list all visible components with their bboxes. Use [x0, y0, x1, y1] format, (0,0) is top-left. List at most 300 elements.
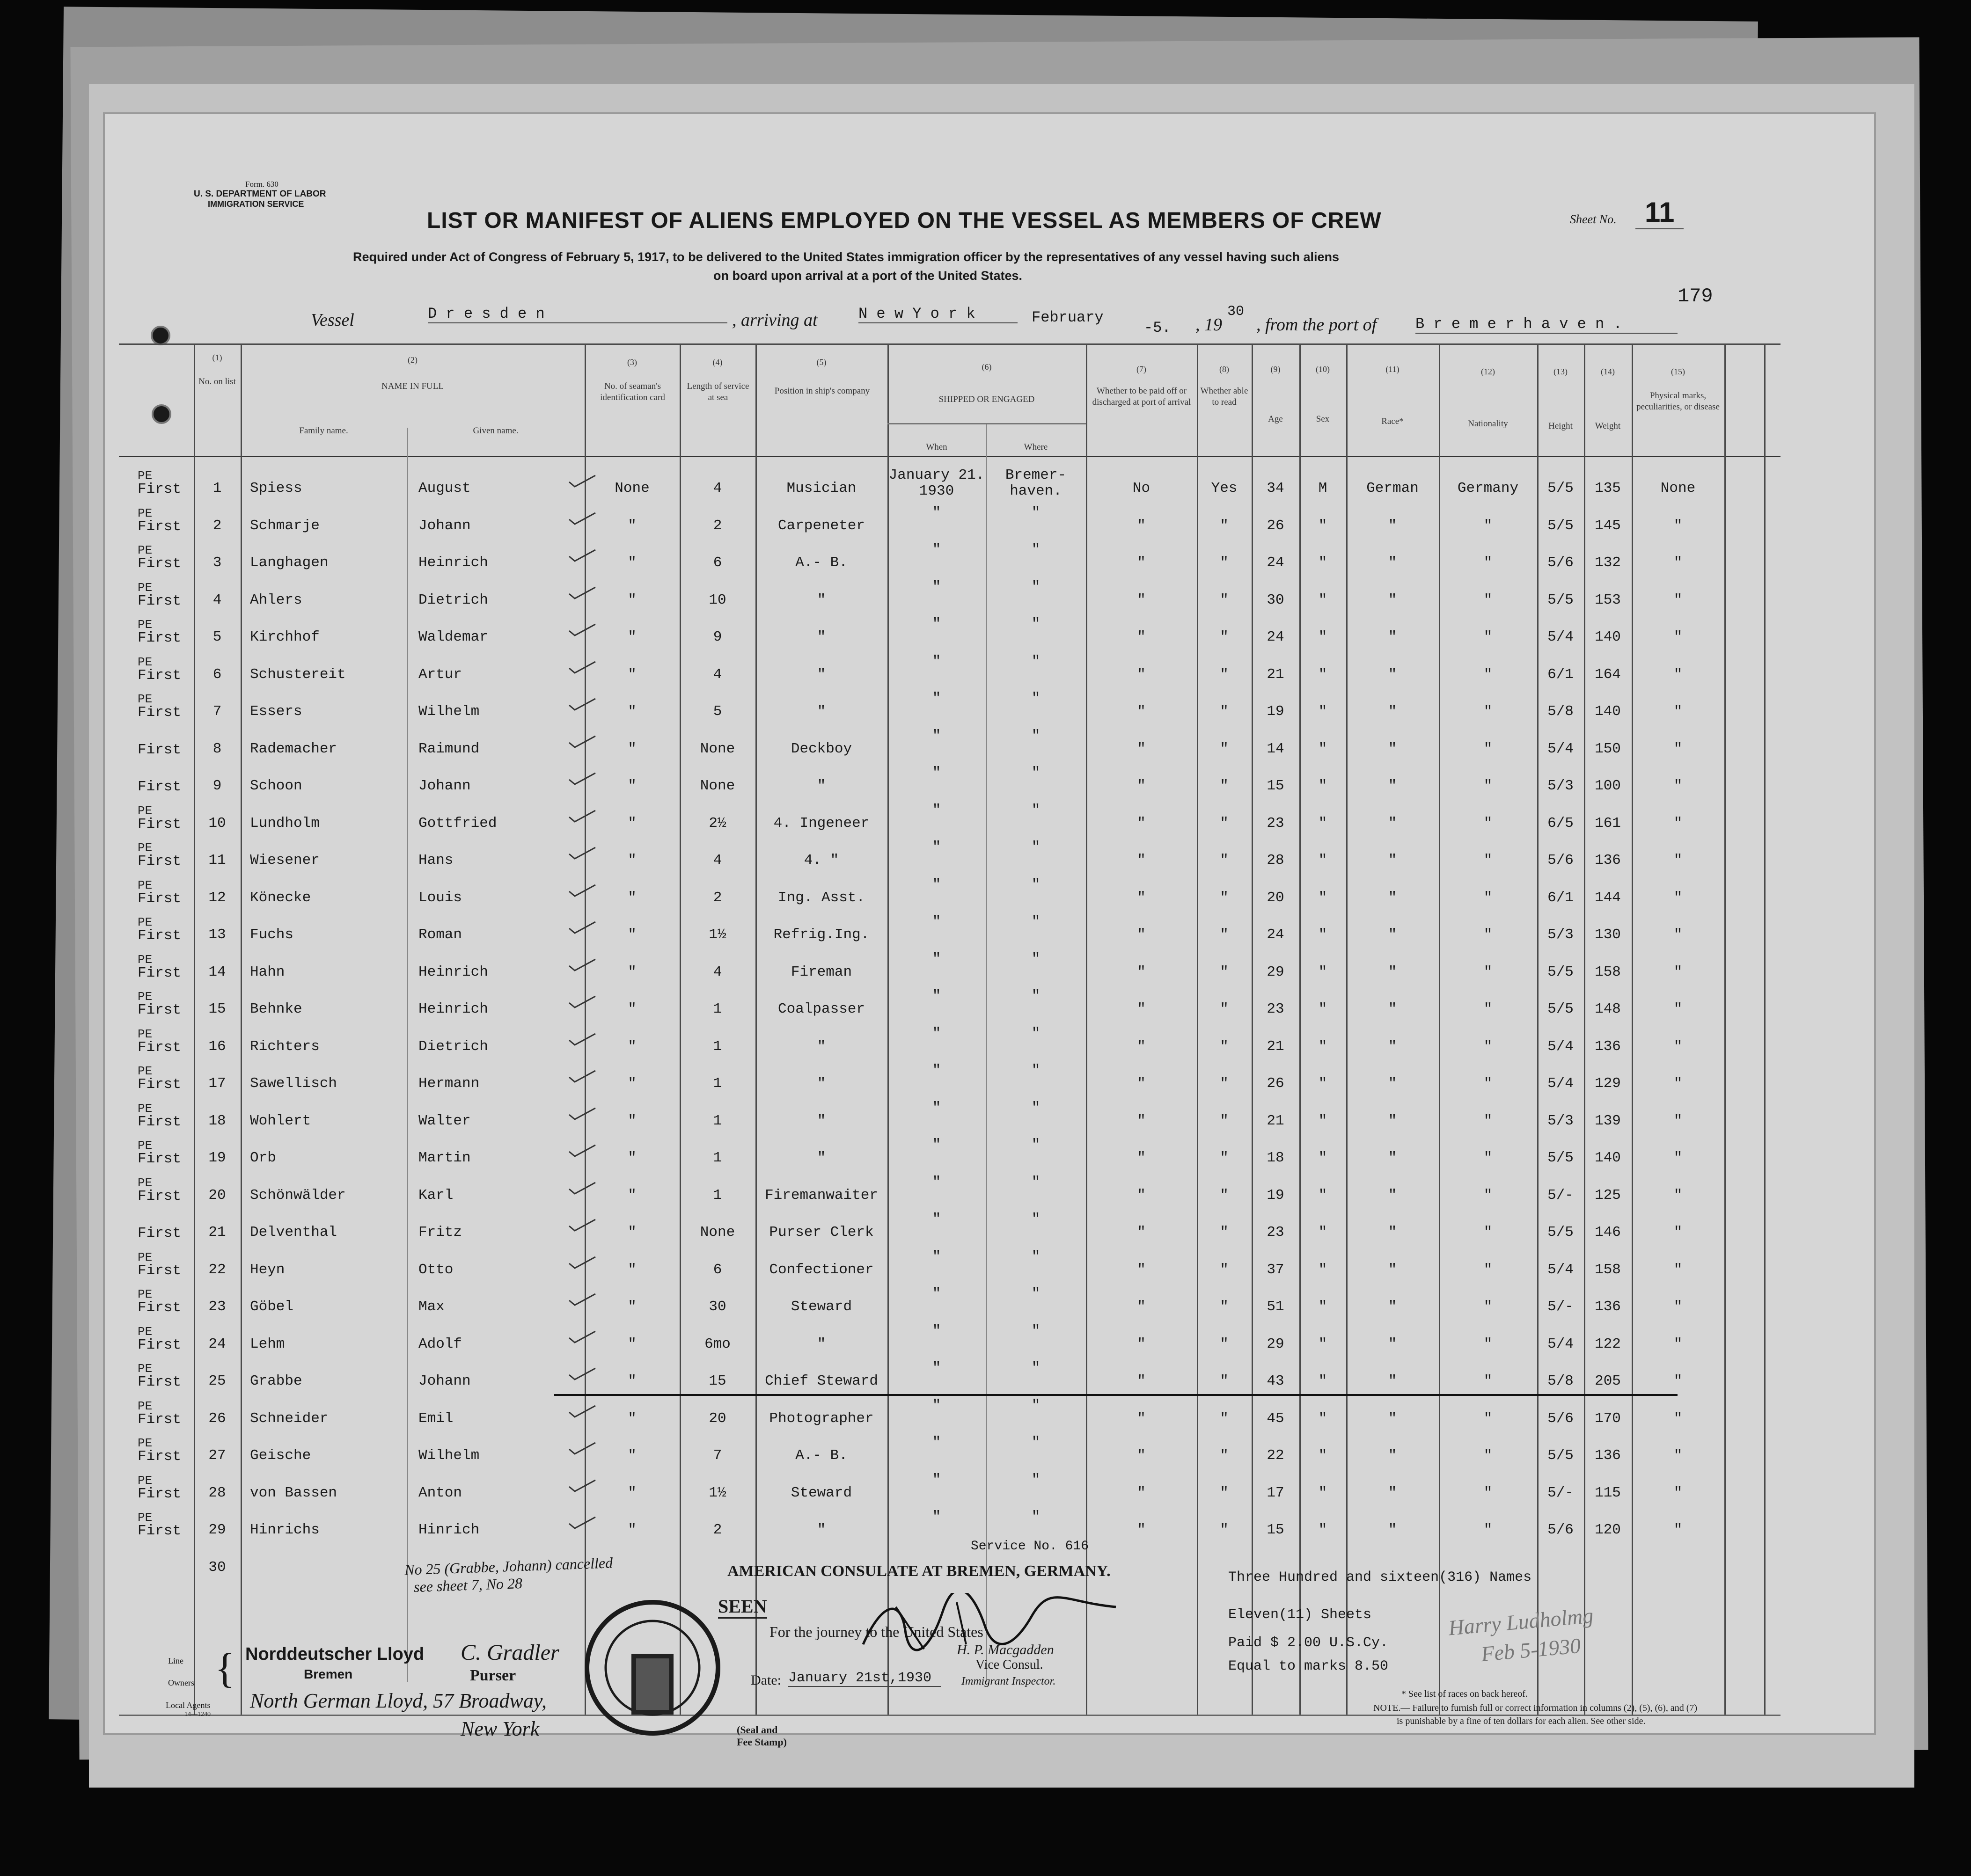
race: "	[1388, 1299, 1397, 1315]
sex: "	[1318, 1150, 1327, 1166]
row-number: 26	[208, 1410, 226, 1427]
shipped-when: "	[932, 541, 941, 558]
check-mark-icon	[568, 846, 596, 860]
class-label: First	[138, 518, 182, 535]
shipped-when: "	[932, 1285, 941, 1302]
consulate-date: January 21st,1930	[788, 1670, 941, 1687]
id-card: "	[628, 591, 637, 608]
given-name: Hinrich	[418, 1522, 480, 1538]
position: Coalpasser	[777, 1001, 865, 1017]
height: 5/-	[1547, 1299, 1574, 1315]
length-of-service: 4	[713, 964, 722, 980]
nationality: "	[1483, 703, 1493, 720]
col-head-card: No. of seaman's identification card	[600, 381, 665, 402]
length-of-service: 4	[713, 480, 722, 496]
physical-marks: "	[1673, 1038, 1683, 1055]
nationality: "	[1483, 1261, 1493, 1278]
agents-handwritten-1: North German Lloyd, 57 Broadway,	[250, 1689, 547, 1712]
physical-marks: "	[1673, 1001, 1683, 1017]
paid-off: "	[1137, 1224, 1146, 1241]
position: Refrig.Ing.	[773, 927, 870, 943]
shipped-where: "	[1031, 1211, 1040, 1227]
weight: 129	[1595, 1075, 1621, 1092]
family-name: Lundholm	[250, 815, 320, 832]
height: 6/1	[1547, 666, 1574, 683]
able-to-read: "	[1220, 1038, 1229, 1055]
height: 5/4	[1547, 740, 1574, 757]
id-card: "	[628, 1150, 637, 1166]
row-number: 7	[212, 703, 222, 720]
given-name: Heinrich	[418, 964, 488, 980]
length-of-service: 6mo	[704, 1336, 731, 1352]
id-card: "	[628, 964, 637, 980]
family-name: Delventhal	[250, 1224, 337, 1241]
family-name: Schmarje	[250, 517, 320, 534]
given-name: Waldemar	[418, 629, 488, 645]
able-to-read: "	[1220, 1075, 1229, 1092]
sex: "	[1318, 1410, 1327, 1427]
row-number: 21	[208, 1224, 226, 1241]
length-of-service: 5	[713, 703, 722, 720]
class-label: First	[138, 1262, 182, 1279]
physical-marks: "	[1673, 517, 1683, 534]
col-num-3: (3)	[627, 358, 637, 367]
sex: "	[1318, 1522, 1327, 1538]
position: Fireman	[791, 964, 852, 980]
able-to-read: "	[1220, 964, 1229, 980]
check-mark-icon	[568, 883, 596, 897]
weight: 161	[1595, 815, 1621, 832]
nationality: "	[1483, 964, 1493, 980]
row-number: 16	[208, 1038, 226, 1055]
col-head-race: Race*	[1381, 416, 1404, 426]
row-number: 12	[208, 889, 226, 906]
paid-off: "	[1137, 927, 1146, 943]
row-number: 19	[208, 1150, 226, 1166]
paid-off: "	[1137, 591, 1146, 608]
pe-mark: PE	[138, 841, 153, 855]
table-row	[105, 802, 1874, 842]
purser-label: Purser	[470, 1667, 516, 1684]
id-card: "	[628, 1112, 637, 1129]
consulate-name: AMERICAN CONSULATE AT BREMEN, GERMANY.	[727, 1562, 1111, 1580]
race: "	[1388, 1373, 1397, 1389]
check-mark-icon	[568, 734, 596, 748]
age: 23	[1267, 1224, 1284, 1241]
shipped-when: "	[932, 1434, 941, 1451]
family-name: Essers	[250, 703, 302, 720]
shipped-where: "	[1031, 541, 1040, 558]
check-mark-icon	[568, 1441, 596, 1455]
class-label: First	[138, 1336, 182, 1353]
check-mark-icon	[568, 697, 596, 711]
family-name: Kirchhof	[250, 629, 320, 645]
shipped-where: "	[1031, 504, 1040, 521]
physical-marks: "	[1673, 1150, 1683, 1166]
shipped-when: "	[932, 802, 941, 818]
col-num-4: (4)	[712, 358, 723, 367]
able-to-read: "	[1220, 927, 1229, 943]
sex: "	[1318, 591, 1327, 608]
id-card: "	[628, 1484, 637, 1501]
position: "	[817, 778, 826, 794]
paid-off: "	[1137, 889, 1146, 906]
punch-hole	[151, 326, 170, 345]
check-mark-icon	[568, 994, 596, 1008]
id-card: None	[615, 480, 650, 496]
weight: 130	[1595, 927, 1621, 943]
physical-marks: "	[1673, 1522, 1683, 1538]
table-row	[105, 690, 1874, 730]
position: Confectioner	[769, 1261, 874, 1278]
table-row	[105, 1471, 1874, 1512]
family-name: von Bassen	[250, 1484, 337, 1501]
shipped-where: "	[1031, 1099, 1040, 1116]
paid-off: "	[1137, 964, 1146, 980]
nationality: "	[1483, 1484, 1493, 1501]
row-number: 30	[208, 1559, 226, 1576]
shipped-where: "	[1031, 1174, 1040, 1190]
able-to-read: "	[1220, 1447, 1229, 1464]
table-row	[105, 1211, 1874, 1251]
race: "	[1388, 1522, 1397, 1538]
row-number: 2	[212, 517, 222, 534]
shipped-when: "	[932, 988, 941, 1004]
sex: "	[1318, 1447, 1327, 1464]
class-label: First	[138, 890, 182, 907]
height: 5/5	[1547, 591, 1574, 608]
journey-note: For the journey to the United States	[769, 1623, 983, 1640]
shipped-where: "	[1031, 913, 1040, 930]
age: 19	[1267, 703, 1284, 720]
check-mark-icon	[568, 548, 596, 562]
family-name: Fuchs	[250, 927, 294, 943]
weight: 135	[1595, 480, 1621, 496]
paid-off: "	[1137, 778, 1146, 794]
shipped-when: "	[932, 913, 941, 930]
race: "	[1388, 740, 1397, 757]
length-of-service: 4	[713, 852, 722, 869]
position: 4. "	[804, 852, 839, 869]
age: 23	[1267, 1001, 1284, 1017]
check-mark-icon	[568, 1292, 596, 1306]
family-name: Rademacher	[250, 740, 337, 757]
vice-consul-signature	[854, 1593, 1125, 1658]
id-card: "	[628, 1447, 637, 1464]
sex: "	[1318, 1187, 1327, 1204]
department: U. S. DEPARTMENT OF LABOR	[194, 189, 326, 199]
weight: 150	[1595, 740, 1621, 757]
table-row	[105, 1025, 1874, 1066]
length-of-service: 6	[713, 1261, 722, 1278]
race: "	[1388, 1410, 1397, 1427]
given-name: Gottfried	[418, 815, 497, 832]
paid-off: "	[1137, 740, 1146, 757]
check-mark-icon	[568, 511, 596, 525]
check-mark-icon	[568, 1404, 596, 1418]
table-row	[105, 1434, 1874, 1475]
paid-off: No	[1132, 480, 1150, 496]
height: 6/5	[1547, 815, 1574, 832]
shipped-when: "	[932, 1322, 941, 1339]
check-mark-icon	[568, 1069, 596, 1083]
pe-mark: PE	[138, 1175, 153, 1190]
class-label: First	[138, 1151, 182, 1167]
row-number: 3	[212, 555, 222, 571]
col-num-6: (6)	[982, 362, 992, 372]
check-mark-icon	[568, 809, 596, 823]
table-row	[105, 1062, 1874, 1102]
family-name: Göbel	[250, 1299, 294, 1315]
col-head-age: Age	[1268, 414, 1283, 424]
family-name: Behnke	[250, 1001, 302, 1017]
race: "	[1388, 1038, 1397, 1055]
length-of-service: 2	[713, 517, 722, 534]
position: Steward	[791, 1299, 852, 1315]
row-number: 11	[208, 852, 226, 869]
row-number: 25	[208, 1373, 226, 1389]
class-label: First	[138, 1485, 182, 1502]
shipped-when: "	[932, 616, 941, 632]
id-card: "	[628, 1299, 637, 1315]
row-number: 29	[208, 1522, 226, 1538]
cancel-strike-line	[554, 1394, 1678, 1396]
shipped-where: "	[1031, 802, 1040, 818]
nationality: "	[1483, 1038, 1493, 1055]
check-mark-icon	[568, 1255, 596, 1269]
family-name: Orb	[250, 1150, 276, 1166]
from-label: , from the port of	[1256, 315, 1377, 335]
weight: 132	[1595, 555, 1621, 571]
col-head-paid-off: Whether to be paid off or discharged at port of arrival	[1092, 386, 1191, 407]
position: "	[817, 1522, 826, 1538]
pe-mark: PE	[138, 1473, 153, 1488]
manifest-sheet	[103, 112, 1876, 1748]
row-number: 18	[208, 1112, 226, 1129]
names-total: Three Hundred and sixteen(316) Names	[1228, 1569, 1532, 1585]
shipped-where: "	[1031, 988, 1040, 1004]
physical-marks: "	[1673, 778, 1683, 794]
age: 43	[1267, 1373, 1284, 1389]
paid-off: "	[1137, 1001, 1146, 1017]
check-mark-icon	[568, 585, 596, 599]
family-name: Wiesener	[250, 852, 320, 869]
id-card: "	[628, 852, 637, 869]
sex: "	[1318, 703, 1327, 720]
family-name: Schönwälder	[250, 1187, 346, 1204]
row-number: 13	[208, 927, 226, 943]
sheets-total: Eleven(11) Sheets	[1228, 1607, 1372, 1623]
row-number: 10	[208, 815, 226, 832]
given-name: Dietrich	[418, 1038, 488, 1055]
race: "	[1388, 666, 1397, 683]
check-mark-icon	[568, 920, 596, 934]
length-of-service: 30	[709, 1299, 726, 1315]
row-number: 9	[212, 778, 222, 794]
position: A.- B.	[795, 555, 848, 571]
weight: 145	[1595, 517, 1621, 534]
position: "	[817, 1075, 826, 1092]
form-number: Form. 630	[245, 180, 278, 189]
position: "	[817, 1150, 826, 1166]
height: 5/4	[1547, 1336, 1574, 1352]
pe-mark: PE	[138, 1324, 153, 1339]
age: 34	[1267, 480, 1284, 496]
table-row	[105, 1099, 1874, 1140]
age: 24	[1267, 629, 1284, 645]
shipped-where: "	[1031, 1248, 1040, 1265]
class-label: First	[138, 667, 182, 684]
shipped-when: "	[932, 1025, 941, 1042]
height: 5/-	[1547, 1187, 1574, 1204]
shipped-where: Bremer-	[1005, 467, 1067, 483]
nationality: "	[1483, 852, 1493, 869]
col-head-given: Given name.	[473, 426, 519, 436]
sex: "	[1318, 815, 1327, 832]
class-label: First	[138, 1039, 182, 1056]
length-of-service: 20	[709, 1410, 726, 1427]
nationality: "	[1483, 1336, 1493, 1352]
family-name: Schoon	[250, 778, 302, 794]
pe-mark: PE	[138, 1436, 153, 1450]
race: "	[1388, 889, 1397, 906]
check-mark-icon	[568, 957, 596, 971]
class-label: First	[138, 1374, 182, 1390]
check-mark-icon	[568, 1218, 596, 1232]
sex: "	[1318, 666, 1327, 683]
row-number: 14	[208, 964, 226, 980]
sex: "	[1318, 1001, 1327, 1017]
vessel-label: Vessel	[311, 310, 354, 330]
nationality: "	[1483, 815, 1493, 832]
pe-mark: PE	[138, 952, 153, 967]
age: 28	[1267, 852, 1284, 869]
race: "	[1388, 1075, 1397, 1092]
id-card: "	[628, 1336, 637, 1352]
consulate-seal	[582, 1598, 723, 1738]
age: 26	[1267, 517, 1284, 534]
sex: "	[1318, 964, 1327, 980]
race: "	[1388, 629, 1397, 645]
height: 5/6	[1547, 1522, 1574, 1538]
length-of-service: 6	[713, 555, 722, 571]
physical-marks: "	[1673, 740, 1683, 757]
physical-marks: "	[1673, 1075, 1683, 1092]
family-name: Lehm	[250, 1336, 285, 1352]
weight: 122	[1595, 1336, 1621, 1352]
age: 51	[1267, 1299, 1284, 1315]
cancel-note-1: No 25 (Grabbe, Johann) cancelled	[404, 1554, 613, 1578]
race: "	[1388, 1336, 1397, 1352]
height: 5/6	[1547, 852, 1574, 869]
height: 5/8	[1547, 703, 1574, 720]
position: "	[817, 703, 826, 720]
shipped-where: "	[1031, 727, 1040, 744]
id-card: "	[628, 778, 637, 794]
shipped-when: "	[932, 727, 941, 744]
nationality: "	[1483, 889, 1493, 906]
family-name: Wohlert	[250, 1112, 311, 1129]
paid-off: "	[1137, 555, 1146, 571]
given-name: Heinrich	[418, 555, 488, 571]
position: Carpeneter	[777, 517, 865, 534]
nationality: "	[1483, 1299, 1493, 1315]
weight: 205	[1595, 1373, 1621, 1389]
race: German	[1366, 480, 1419, 496]
physical-marks: "	[1673, 1112, 1683, 1129]
punch-hole	[152, 404, 171, 424]
table-row	[105, 876, 1874, 917]
table-row	[105, 1397, 1874, 1438]
age: 45	[1267, 1410, 1284, 1427]
paid-off: "	[1137, 1484, 1146, 1501]
length-of-service: 2	[713, 889, 722, 906]
row-number: 1	[212, 480, 222, 496]
arrival-month: February	[1032, 309, 1104, 326]
able-to-read: "	[1220, 1336, 1229, 1352]
sex: "	[1318, 1484, 1327, 1501]
subtitle-line-1: Required under Act of Congress of February 5, 1917, to be delivered to the United States immigration officer by the representatives of any vessel having such aliens	[353, 250, 1340, 264]
paid-off: "	[1137, 1410, 1146, 1427]
nationality: "	[1483, 1373, 1493, 1389]
family-name: Langhagen	[250, 555, 329, 571]
col-head-family: Family name.	[299, 426, 348, 436]
position: "	[817, 1038, 826, 1055]
family-name: Geische	[250, 1447, 311, 1464]
given-name: Roman	[418, 927, 462, 943]
weight: 140	[1595, 1150, 1621, 1166]
year-prefix: , 19	[1195, 315, 1222, 335]
height: 5/5	[1547, 480, 1574, 496]
length-of-service: 10	[709, 591, 726, 608]
length-of-service: 15	[709, 1373, 726, 1389]
shipped-where: "	[1031, 1322, 1040, 1339]
race: "	[1388, 1187, 1397, 1204]
id-card: "	[628, 1261, 637, 1278]
nationality: "	[1483, 1075, 1493, 1092]
page-title: LIST OR MANIFEST OF ALIENS EMPLOYED ON THE VESSEL AS MEMBERS OF CREW	[427, 208, 1382, 233]
agents-form-number: 14—1240	[184, 1711, 211, 1718]
col-head-shipped: SHIPPED OR ENGAGED	[938, 394, 1035, 404]
able-to-read: "	[1220, 740, 1229, 757]
sex: "	[1318, 1299, 1327, 1315]
col-head-sex: Sex	[1316, 414, 1330, 424]
nationality: "	[1483, 591, 1493, 608]
brace: {	[215, 1645, 235, 1692]
line-city: Bremen	[304, 1667, 353, 1681]
arrival-day: -5.	[1144, 319, 1171, 336]
id-card: "	[628, 703, 637, 720]
age: 24	[1267, 927, 1284, 943]
shipped-where: "	[1031, 1062, 1040, 1079]
nationality: "	[1483, 1001, 1493, 1017]
able-to-read: Yes	[1211, 480, 1238, 496]
weight: 170	[1595, 1410, 1621, 1427]
length-of-service: 7	[713, 1447, 722, 1464]
weight: 115	[1595, 1484, 1621, 1501]
shipped-when: "	[932, 950, 941, 967]
paid-off: "	[1137, 629, 1146, 645]
id-card: "	[628, 927, 637, 943]
height: 5/5	[1547, 1224, 1574, 1241]
weight: 158	[1595, 1261, 1621, 1278]
position: Musician	[786, 480, 857, 496]
pe-mark: PE	[138, 543, 153, 557]
height: 5/4	[1547, 1261, 1574, 1278]
position: Firemanwaiter	[765, 1187, 878, 1204]
shipped-when: "	[932, 1509, 941, 1525]
race: "	[1388, 1224, 1397, 1241]
